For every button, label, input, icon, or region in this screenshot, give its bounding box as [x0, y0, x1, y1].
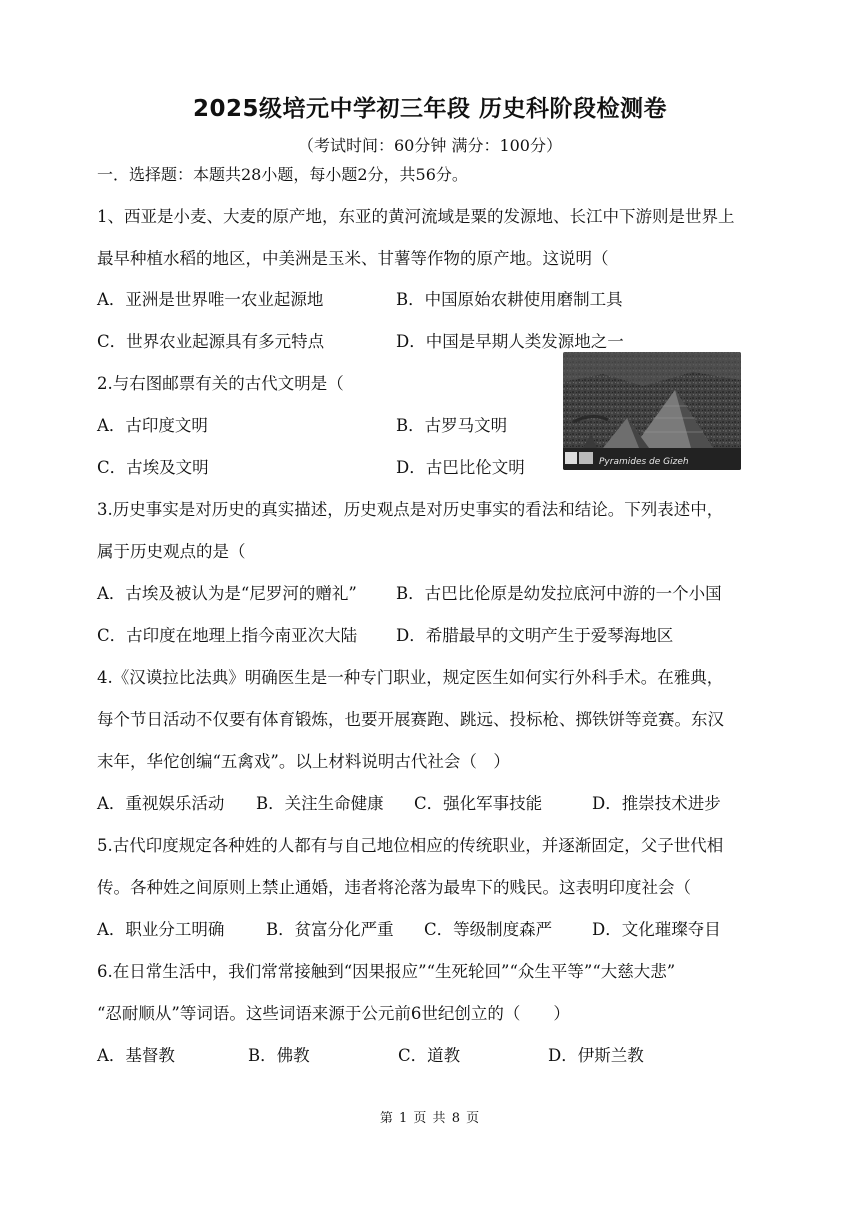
- question-5-stem-line-2: 传。各种姓之间原则上禁止通婚，违者将沦落为最卑下的贱民。这表明印度社会（: [97, 878, 691, 897]
- question-4-option-b[interactable]: B．关注生命健康: [256, 794, 384, 813]
- question-5-option-d[interactable]: D．文化璀璨夺目: [592, 920, 721, 939]
- question-4-stem-line-2: 每个节日活动不仅要有体育锻炼，也要开展赛跑、跳远、投标枪、掷铁饼等竞赛。东汉: [97, 710, 724, 729]
- question-5-option-c[interactable]: C．等级制度森严: [424, 920, 553, 939]
- question-3-option-a[interactable]: A．古埃及被认为是“尼罗河的赠礼”: [97, 584, 357, 603]
- pyramid-stamp-image: [563, 352, 741, 470]
- question-1-option-b[interactable]: B．中国原始农耕使用磨制工具: [396, 290, 623, 309]
- question-3-stem-line-2: 属于历史观点的是（: [97, 542, 246, 561]
- question-6-stem-line-1: 6.在日常生活中，我们常常接触到“因果报应”“生死轮回”“众生平等”“大慈大悲”: [97, 962, 676, 981]
- question-6-option-a[interactable]: A．基督教: [97, 1046, 175, 1065]
- question-2-option-c[interactable]: C．古埃及文明: [97, 458, 209, 477]
- question-6-stem-line-2: “忍耐顺从”等词语。这些词语来源于公元前6世纪创立的（ ）: [97, 1004, 570, 1023]
- question-3-option-c[interactable]: C．古印度在地理上指今南亚次大陆: [97, 626, 358, 645]
- question-4-stem-line-3: 末年，华佗创编“五禽戏”。以上材料说明古代社会（ ）: [97, 752, 510, 771]
- question-3-option-d[interactable]: D．希腊最早的文明产生于爱琴海地区: [396, 626, 674, 645]
- question-2-stem: 2.与右图邮票有关的古代文明是（: [97, 374, 344, 393]
- exam-title: 2025级培元中学初三年段 历史科阶段检测卷: [192, 96, 668, 122]
- question-2-option-d[interactable]: D．古巴比伦文明: [396, 458, 525, 477]
- exam-subtitle: （考试时间：60分钟 满分：100分）: [298, 136, 562, 155]
- section-heading: 一．选择题：本题共28小题，每小题2分，共56分。: [97, 165, 468, 184]
- question-5-option-a[interactable]: A．职业分工明确: [97, 920, 225, 939]
- question-4-option-c[interactable]: C．强化军事技能: [414, 794, 543, 813]
- question-1-stem-line-2: 最早种植水稻的地区，中美洲是玉米、甘薯等作物的原产地。这说明（: [97, 249, 609, 268]
- question-1-stem-line-1: 1、西亚是小麦、大麦的原产地，东亚的黄河流域是粟的发源地、长江中下游则是世界上: [97, 207, 735, 226]
- stamp-caption: Pyramides de Gizeh: [599, 457, 689, 467]
- question-3-stem-line-1: 3.历史事实是对历史的真实描述，历史观点是对历史事实的看法和结论。下列表述中，: [97, 500, 724, 519]
- question-2-option-b[interactable]: B．古罗马文明: [396, 416, 508, 435]
- page-number: 第 1 页 共 8 页: [379, 1111, 481, 1126]
- question-6-option-d[interactable]: D．伊斯兰教: [548, 1046, 644, 1065]
- question-3-option-b[interactable]: B．古巴比伦原是幼发拉底河中游的一个小国: [396, 584, 722, 603]
- question-2-option-a[interactable]: A．古印度文明: [97, 416, 208, 435]
- question-5-stem-line-1: 5.古代印度规定各种姓的人都有与自己地位相应的传统职业，并逐渐固定，父子世代相: [97, 836, 724, 855]
- question-1-option-d[interactable]: D．中国是早期人类发源地之一: [396, 332, 624, 351]
- question-4-option-d[interactable]: D．推崇技术进步: [592, 794, 721, 813]
- question-1-option-a[interactable]: A．亚洲是世界唯一农业起源地: [97, 290, 324, 309]
- question-5-option-b[interactable]: B．贫富分化严重: [266, 920, 394, 939]
- question-1-option-c[interactable]: C．世界农业起源具有多元特点: [97, 332, 325, 351]
- question-4-stem-line-1: 4.《汉谟拉比法典》明确医生是一种专门职业，规定医生如何实行外科手术。在雅典，: [97, 668, 724, 687]
- question-6-option-c[interactable]: C．道教: [398, 1046, 461, 1065]
- question-4-option-a[interactable]: A．重视娱乐活动: [97, 794, 225, 813]
- question-6-option-b[interactable]: B．佛教: [248, 1046, 310, 1065]
